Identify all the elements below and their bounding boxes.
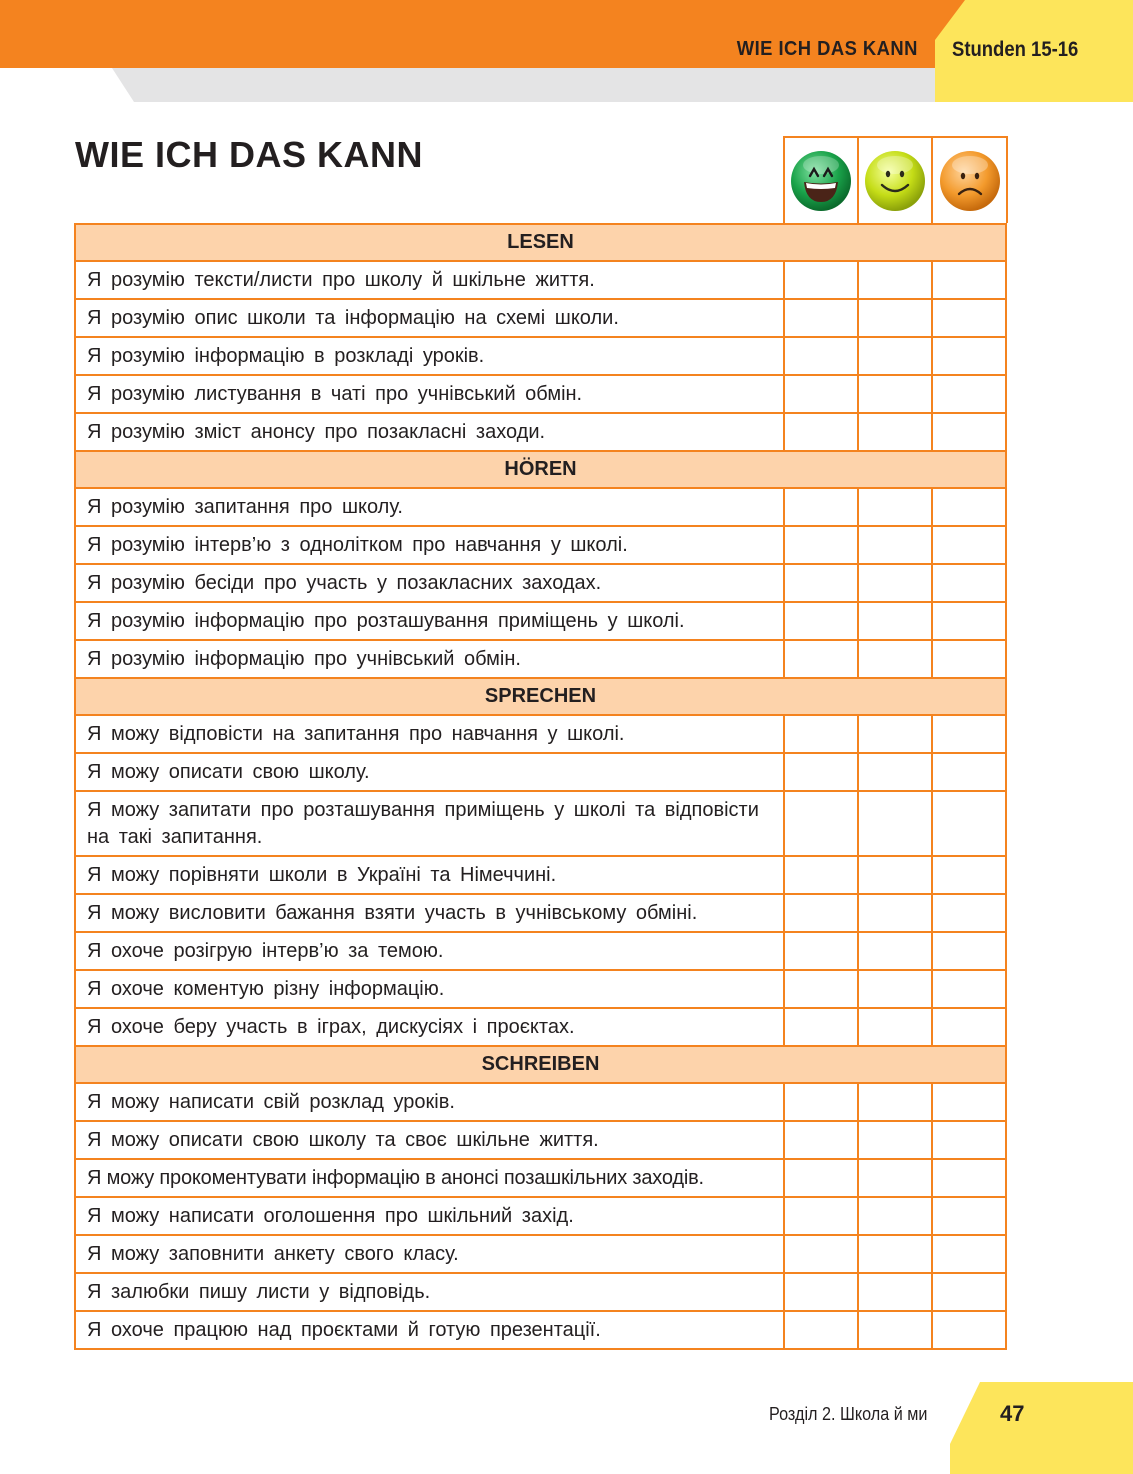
table-row — [75, 1273, 1006, 1311]
statement-text: Я розумію інформацію про розташування приміщень у школі. — [75, 602, 784, 640]
table-row — [75, 894, 1006, 932]
section-heading: LESEN — [75, 224, 1006, 261]
rating-header-cell-happy — [785, 138, 859, 223]
table-row — [75, 564, 1006, 602]
table-row — [75, 970, 1006, 1008]
table-row — [75, 640, 1006, 678]
rating-cell-neutral[interactable] — [858, 526, 932, 564]
rating-cell-happy[interactable] — [784, 894, 858, 932]
rating-cell-sad[interactable] — [932, 526, 1006, 564]
statement-text: Я охоче коментую різну інформацію. — [75, 970, 784, 1008]
self-assessment-table — [74, 223, 1007, 1350]
rating-cell-happy[interactable] — [784, 337, 858, 375]
section-heading: SCHREIBEN — [75, 1046, 1006, 1083]
table-row — [75, 602, 1006, 640]
rating-cell-sad[interactable] — [932, 602, 1006, 640]
rating-cell-neutral[interactable] — [858, 1273, 932, 1311]
rating-cell-happy[interactable] — [784, 564, 858, 602]
statement-text: Я залюбки пишу листи у відповідь. — [75, 1273, 784, 1311]
rating-cell-happy[interactable] — [784, 970, 858, 1008]
rating-cell-neutral[interactable] — [858, 715, 932, 753]
statement-text: Я розумію тексти/листи про школу й шкільне життя. — [75, 261, 784, 299]
rating-cell-neutral[interactable] — [858, 894, 932, 932]
rating-cell-happy[interactable] — [784, 791, 858, 856]
rating-cell-happy[interactable] — [784, 753, 858, 791]
statement-text: Я можу описати свою школу. — [75, 753, 784, 791]
table-row — [75, 932, 1006, 970]
statement-text: Я можу написати свій розклад уроків. — [75, 1083, 784, 1121]
statement-text: Я можу порівняти школи в Україні та Німеччині. — [75, 856, 784, 894]
rating-cell-sad[interactable] — [932, 1121, 1006, 1159]
table-row — [75, 337, 1006, 375]
page-title: WIE ICH DAS KANN — [75, 134, 423, 175]
rating-header-cell-smile — [859, 138, 933, 223]
rating-cell-neutral[interactable] — [858, 1235, 932, 1273]
rating-cell-neutral[interactable] — [858, 1159, 932, 1197]
section-row — [75, 224, 1006, 261]
rating-cell-happy[interactable] — [784, 375, 858, 413]
table-row — [75, 413, 1006, 451]
rating-cell-neutral[interactable] — [858, 564, 932, 602]
rating-cell-happy[interactable] — [784, 1083, 858, 1121]
sad-orange-icon — [938, 149, 1002, 213]
statement-text: Я можу описати свою школу та своє шкільне життя. — [75, 1121, 784, 1159]
rating-cell-neutral[interactable] — [858, 602, 932, 640]
table-row — [75, 1121, 1006, 1159]
table-row — [75, 753, 1006, 791]
rating-cell-happy[interactable] — [784, 526, 858, 564]
rating-cell-sad[interactable] — [932, 488, 1006, 526]
rating-cell-neutral[interactable] — [858, 856, 932, 894]
statement-text: Я охоче беру участь в іграх, дискусіях і проєктах. — [75, 1008, 784, 1046]
rating-cell-neutral[interactable] — [858, 261, 932, 299]
table-row — [75, 1008, 1006, 1046]
rating-cell-happy[interactable] — [784, 1121, 858, 1159]
rating-cell-neutral[interactable] — [858, 1083, 932, 1121]
statement-text: Я можу висловити бажання взяти участь в учнівському обміні. — [75, 894, 784, 932]
rating-cell-sad[interactable] — [932, 640, 1006, 678]
table-row — [75, 1311, 1006, 1349]
rating-header — [783, 136, 1008, 223]
header-gray-band — [112, 68, 942, 102]
rating-header-cell-sad — [933, 138, 1006, 223]
statement-text: Я можу запитати про розташування приміщень у школі та відповісти на такі запитання. — [75, 791, 784, 856]
rating-cell-sad[interactable] — [932, 1008, 1006, 1046]
rating-cell-happy[interactable] — [784, 1159, 858, 1197]
statement-text: Я можу написати оголошення про шкільний захід. — [75, 1197, 784, 1235]
statement-text: Я розумію інформацію в розкладі уроків. — [75, 337, 784, 375]
statement-text: Я розумію запитання про школу. — [75, 488, 784, 526]
rating-cell-sad[interactable] — [932, 299, 1006, 337]
rating-cell-happy[interactable] — [784, 1008, 858, 1046]
statement-text: Я розумію зміст анонсу про позакласні заходи. — [75, 413, 784, 451]
rating-cell-sad[interactable] — [932, 564, 1006, 602]
rating-cell-happy[interactable] — [784, 261, 858, 299]
rating-cell-sad[interactable] — [932, 261, 1006, 299]
statement-text: Я розумію листування в чаті про учнівський обмін. — [75, 375, 784, 413]
rating-cell-sad[interactable] — [932, 715, 1006, 753]
section-row — [75, 1046, 1006, 1083]
rating-cell-sad[interactable] — [932, 856, 1006, 894]
rating-cell-neutral[interactable] — [858, 375, 932, 413]
rating-cell-happy[interactable] — [784, 640, 858, 678]
section-row — [75, 451, 1006, 488]
rating-cell-sad[interactable] — [932, 970, 1006, 1008]
rating-cell-neutral[interactable] — [858, 1311, 932, 1349]
table-row — [75, 1235, 1006, 1273]
happy-green-icon — [789, 149, 853, 213]
rating-cell-happy[interactable] — [784, 602, 858, 640]
statement-text: Я можу заповнити анкету свого класу. — [75, 1235, 784, 1273]
rating-cell-sad[interactable] — [932, 1311, 1006, 1349]
smile-yellow-icon — [863, 149, 927, 213]
rating-cell-neutral[interactable] — [858, 932, 932, 970]
rating-cell-happy[interactable] — [784, 299, 858, 337]
rating-cell-sad[interactable] — [932, 375, 1006, 413]
footer-yellow-tab — [950, 1382, 1133, 1474]
rating-cell-sad[interactable] — [932, 1235, 1006, 1273]
section-row — [75, 678, 1006, 715]
statement-text: Я розумію бесіди про участь у позакласних заходах. — [75, 564, 784, 602]
rating-cell-happy[interactable] — [784, 1311, 858, 1349]
rating-cell-sad[interactable] — [932, 753, 1006, 791]
table-row — [75, 299, 1006, 337]
page-number: 47 — [1000, 1401, 1025, 1426]
rating-cell-sad[interactable] — [932, 932, 1006, 970]
statement-text: Я можу прокоментувати інформацію в анонсі позашкільних заходів. — [75, 1159, 784, 1197]
table-row — [75, 375, 1006, 413]
rating-cell-neutral[interactable] — [858, 488, 932, 526]
statement-text: Я розумію опис школи та інформацію на схемі школи. — [75, 299, 784, 337]
table-row — [75, 526, 1006, 564]
rating-cell-neutral[interactable] — [858, 970, 932, 1008]
rating-cell-neutral[interactable] — [858, 337, 932, 375]
table-row — [75, 261, 1006, 299]
rating-cell-sad[interactable] — [932, 791, 1006, 856]
section-heading: HÖREN — [75, 451, 1006, 488]
header-lessons: Stunden 15-16 — [952, 38, 1079, 61]
rating-cell-neutral[interactable] — [858, 1121, 932, 1159]
rating-cell-sad[interactable] — [932, 413, 1006, 451]
rating-cell-sad[interactable] — [932, 1273, 1006, 1311]
rating-cell-sad[interactable] — [932, 894, 1006, 932]
statement-text: Я розумію інтерв’ю з однолітком про навчання у школі. — [75, 526, 784, 564]
table-row — [75, 1197, 1006, 1235]
footer-chapter: Розділ 2. Школа й ми — [769, 1404, 928, 1424]
statement-text: Я можу відповісти на запитання про навчання у школі. — [75, 715, 784, 753]
rating-cell-happy[interactable] — [784, 932, 858, 970]
rating-cell-neutral[interactable] — [858, 299, 932, 337]
rating-cell-happy[interactable] — [784, 715, 858, 753]
table-row — [75, 1083, 1006, 1121]
table-row — [75, 856, 1006, 894]
rating-cell-happy[interactable] — [784, 413, 858, 451]
table-row — [75, 1159, 1006, 1197]
table-row — [75, 791, 1006, 856]
table-row — [75, 715, 1006, 753]
table-row — [75, 488, 1006, 526]
statement-text: Я охоче працюю над проєктами й готую презентації. — [75, 1311, 784, 1349]
rating-cell-sad[interactable] — [932, 1083, 1006, 1121]
rating-cell-neutral[interactable] — [858, 791, 932, 856]
rating-cell-happy[interactable] — [784, 1197, 858, 1235]
statement-text: Я розумію інформацію про учнівський обмін. — [75, 640, 784, 678]
rating-cell-sad[interactable] — [932, 1197, 1006, 1235]
rating-cell-neutral[interactable] — [858, 413, 932, 451]
rating-cell-neutral[interactable] — [858, 753, 932, 791]
rating-cell-happy[interactable] — [784, 856, 858, 894]
rating-cell-sad[interactable] — [932, 337, 1006, 375]
rating-cell-sad[interactable] — [932, 1159, 1006, 1197]
header-section-title: WIE ICH DAS KANN — [736, 38, 918, 60]
rating-cell-happy[interactable] — [784, 1273, 858, 1311]
rating-cell-neutral[interactable] — [858, 1197, 932, 1235]
statement-text: Я охоче розігрую інтерв’ю за темою. — [75, 932, 784, 970]
section-heading: SPRECHEN — [75, 678, 1006, 715]
rating-cell-neutral[interactable] — [858, 640, 932, 678]
rating-cell-neutral[interactable] — [858, 1008, 932, 1046]
rating-cell-happy[interactable] — [784, 488, 858, 526]
rating-cell-happy[interactable] — [784, 1235, 858, 1273]
